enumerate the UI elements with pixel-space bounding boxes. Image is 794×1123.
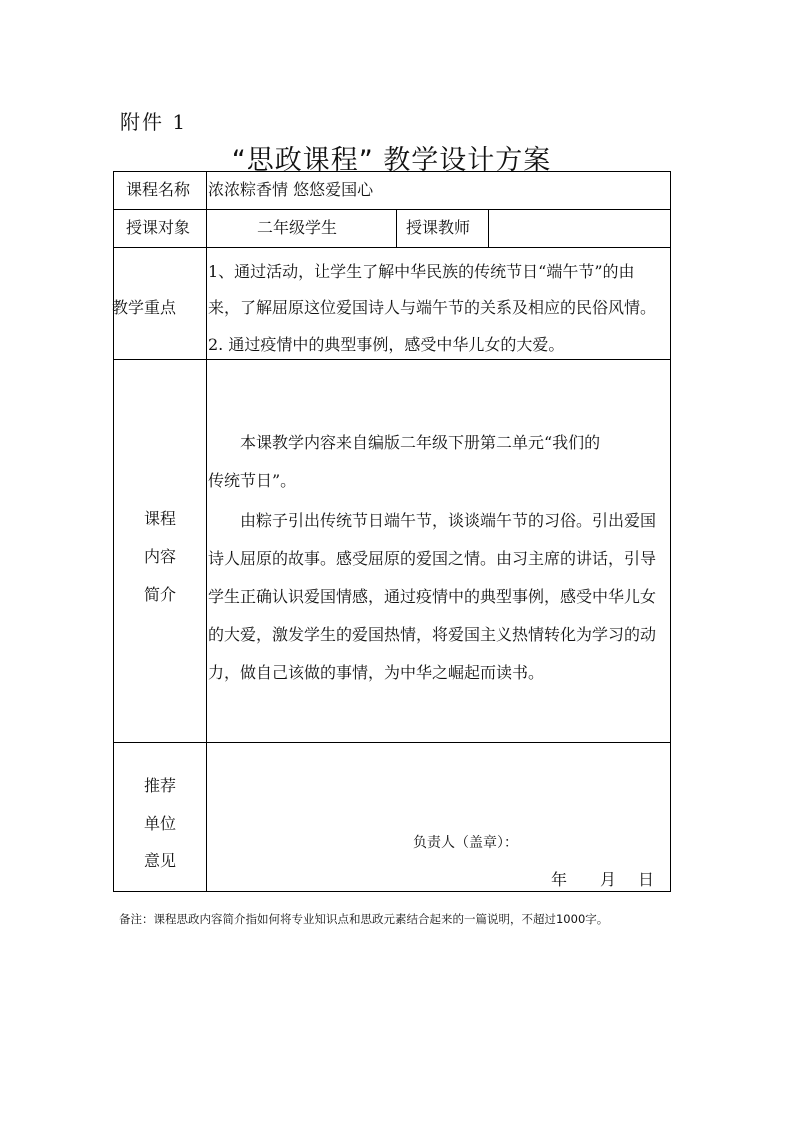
summary-line: 学生正确认识爱国情感，通过疫情中的典型事例，感受中华儿女 bbox=[208, 587, 657, 606]
date-month-label: 月 bbox=[600, 870, 617, 889]
summary-line: 由粽子引出传统节日端午节，谈谈端午节的习俗。引出爱国 bbox=[208, 511, 657, 530]
date-year-label: 年 bbox=[551, 870, 568, 889]
summary-line: 传统节日”。 bbox=[208, 471, 297, 490]
summary-line: 本课教学内容来自编版二年级下册第二单元“我们的 bbox=[208, 433, 601, 452]
summary-line: 诗人屈原的故事。感受屈原的爱国之情。由习主席的讲话，引导 bbox=[208, 549, 657, 568]
focus-line: 1、通过活动，让学生了解中华民族的传统节日“端午节”的由 bbox=[208, 262, 635, 281]
course-name-label: 课程名称 bbox=[126, 180, 191, 199]
audience-label: 授课对象 bbox=[126, 218, 191, 237]
recommend-label-line: 意见 bbox=[144, 851, 177, 870]
attachment-label: 附件 1 bbox=[120, 110, 188, 134]
focus-line: 来，了解屈原这位爱国诗人与端午节的关系及相应的民俗风情。 bbox=[208, 298, 657, 317]
document-title: “思政课程” 教学设计方案 bbox=[231, 145, 552, 176]
summary-line: 的大爱，激发学生的爱国热情，将爱国主义热情转化为学习的动 bbox=[208, 625, 657, 644]
teacher-label: 授课教师 bbox=[406, 218, 471, 237]
focus-line: 2. 通过疫情中的典型事例，感受中华儿女的大爱。 bbox=[208, 335, 565, 354]
recommend-label-line: 推荐 bbox=[144, 776, 177, 795]
course-name-value: 浓浓粽香情 悠悠爱国心 bbox=[208, 180, 374, 199]
date-day-label: 日 bbox=[638, 870, 655, 889]
summary-label-line: 内容 bbox=[144, 547, 177, 566]
summary-line: 力，做自己该做的事情，为中华之崛起而读书。 bbox=[208, 663, 545, 682]
audience-value: 二年级学生 bbox=[257, 218, 338, 237]
summary-label-line: 课程 bbox=[144, 509, 177, 528]
responsible-signature-label: 负责人（盖章）： bbox=[413, 835, 518, 851]
summary-label-line: 简介 bbox=[144, 585, 177, 604]
recommend-label-line: 单位 bbox=[144, 814, 177, 833]
focus-label: 教学重点 bbox=[112, 298, 177, 317]
footnote: 备注：课程思政内容简介指如何将专业知识点和思政元素结合起来的一篇说明，不超过1000字。 bbox=[119, 912, 609, 926]
